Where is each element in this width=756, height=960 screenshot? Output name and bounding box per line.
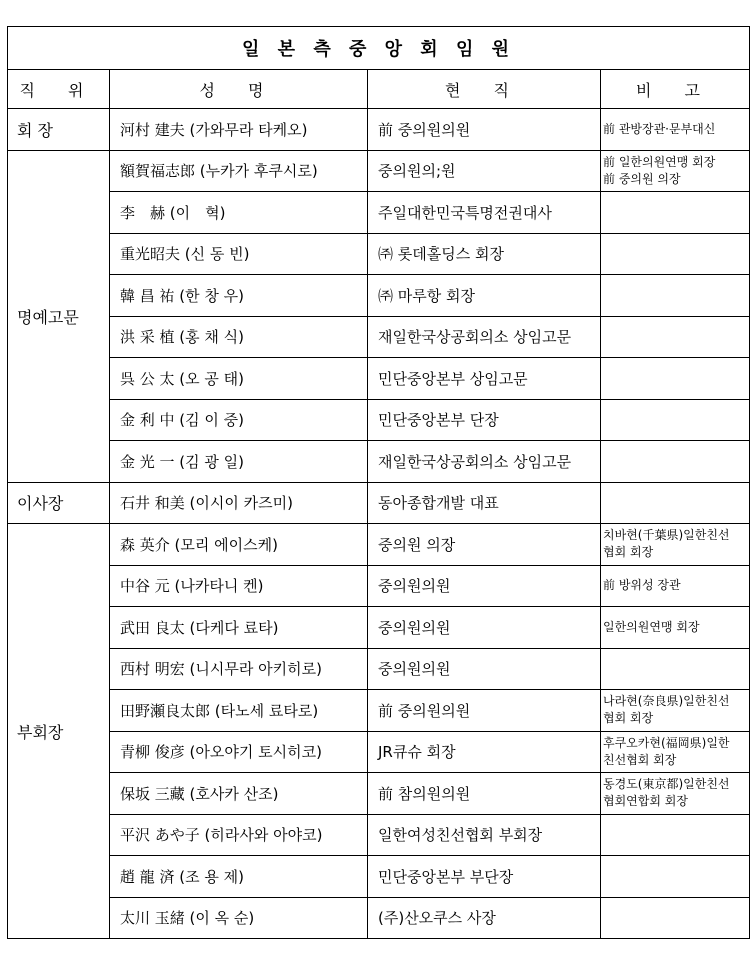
name-cell: 太川 玉緒 (이 옥 순) xyxy=(110,897,368,939)
table-row xyxy=(8,648,750,690)
header-note: 비 고 xyxy=(601,70,750,109)
title-row xyxy=(8,27,750,70)
position-cell: 회 장 xyxy=(8,109,110,151)
current-position-cell: 중의원 의장 xyxy=(368,524,601,566)
note-line: 치바현(千葉県)일한친선 xyxy=(603,528,730,543)
current-position-cell: 前 참의원의원 xyxy=(368,773,601,815)
name-cell: 石井 和美 (이시이 카즈미) xyxy=(110,482,368,524)
current-position-cell: 중의원의원 xyxy=(368,607,601,649)
note-cell xyxy=(601,607,750,649)
table-row xyxy=(8,399,750,441)
current-position-cell: 중의원의;원 xyxy=(368,150,601,192)
name-cell: 保坂 三藏 (호사카 산조) xyxy=(110,773,368,815)
table-row xyxy=(8,565,750,607)
table-row xyxy=(8,233,750,275)
table-row xyxy=(8,316,750,358)
table-row xyxy=(8,773,750,815)
table-row xyxy=(8,731,750,773)
current-position-cell: 민단중앙본부 단장 xyxy=(368,399,601,441)
name-cell: 洪 采 植 (홍 채 식) xyxy=(110,316,368,358)
name-cell: 金 光 一 (김 광 일) xyxy=(110,441,368,483)
header-name: 성 명 xyxy=(110,70,368,109)
officers-table-body xyxy=(8,27,750,939)
current-position-cell: 재일한국상공회의소 상임고문 xyxy=(368,441,601,483)
note-line: 후쿠오카현(福岡県)일한 xyxy=(603,735,730,750)
note-cell xyxy=(601,856,750,898)
name-cell: 重光昭夫 (신 동 빈) xyxy=(110,233,368,275)
position-cell: 이사장 xyxy=(8,482,110,524)
note-cell xyxy=(601,565,750,607)
note-cell xyxy=(601,192,750,234)
note-cell xyxy=(601,150,750,192)
note-line: 협회연합회 회장 xyxy=(603,794,688,809)
table-row xyxy=(8,814,750,856)
name-cell: 韓 昌 祐 (한 창 우) xyxy=(110,275,368,317)
header-current: 현 직 xyxy=(368,70,601,109)
name-cell: 森 英介 (모리 에이스케) xyxy=(110,524,368,566)
name-cell: 西村 明宏 (니시무라 아키히로) xyxy=(110,648,368,690)
note-line: 친선협회 회장 xyxy=(603,752,677,767)
current-position-cell: 중의원의원 xyxy=(368,565,601,607)
table-row xyxy=(8,897,750,939)
name-cell: 田野瀬良太郎 (타노세 료타로) xyxy=(110,690,368,732)
name-cell: 中谷 元 (나카타니 켄) xyxy=(110,565,368,607)
current-position-cell: JR큐슈 회장 xyxy=(368,731,601,773)
note-line: 前 관방장관·문부대신 xyxy=(603,121,716,136)
note-cell xyxy=(601,399,750,441)
note-cell xyxy=(601,814,750,856)
current-position-cell: 중의원의원 xyxy=(368,648,601,690)
table-row xyxy=(8,441,750,483)
name-cell: 趙 龍 済 (조 용 제) xyxy=(110,856,368,898)
note-line: 협회 회장 xyxy=(603,711,654,726)
note-cell xyxy=(601,731,750,773)
table-row xyxy=(8,482,750,524)
current-position-cell: 주일대한민국특명전권대사 xyxy=(368,192,601,234)
table-row xyxy=(8,192,750,234)
table-row xyxy=(8,150,750,192)
name-cell: 額賀福志郎 (누카가 후쿠시로) xyxy=(110,150,368,192)
table-title: 일 본 측 중 앙 회 임 원 xyxy=(8,27,750,70)
table-row xyxy=(8,358,750,400)
table-row xyxy=(8,524,750,566)
name-cell: 武田 良太 (다케다 료타) xyxy=(110,607,368,649)
note-cell xyxy=(601,233,750,275)
current-position-cell: 前 중의원의원 xyxy=(368,690,601,732)
table-row xyxy=(8,275,750,317)
note-cell xyxy=(601,524,750,566)
note-cell xyxy=(601,441,750,483)
officers-table xyxy=(7,26,750,939)
note-line: 협회 회장 xyxy=(603,545,654,560)
current-position-cell: 前 중의원의원 xyxy=(368,109,601,151)
table-row xyxy=(8,856,750,898)
position-cell: 명예고문 xyxy=(8,150,110,482)
note-cell xyxy=(601,897,750,939)
note-cell xyxy=(601,109,750,151)
note-line: 前 중의원 의장 xyxy=(603,171,681,186)
note-cell xyxy=(601,690,750,732)
note-cell xyxy=(601,648,750,690)
note-line: 동경도(東京都)일한친선 xyxy=(603,777,730,792)
note-line: 일한의원연맹 회장 xyxy=(603,619,700,634)
current-position-cell: 동아종합개발 대표 xyxy=(368,482,601,524)
note-line: 前 방위성 장관 xyxy=(603,578,681,593)
current-position-cell: (주)산오쿠스 사장 xyxy=(368,897,601,939)
current-position-cell: ㈜ 롯데홀딩스 회장 xyxy=(368,233,601,275)
note-line: 前 일한의원연맹 회장 xyxy=(603,154,716,169)
current-position-cell: ㈜ 마루항 회장 xyxy=(368,275,601,317)
name-cell: 呉 公 太 (오 공 태) xyxy=(110,358,368,400)
name-cell: 河村 建夫 (가와무라 타케오) xyxy=(110,109,368,151)
name-cell: 金 利 中 (김 이 중) xyxy=(110,399,368,441)
note-cell xyxy=(601,358,750,400)
table-row xyxy=(8,607,750,649)
header-row xyxy=(8,70,750,109)
name-cell: 李 赫 (이 혁) xyxy=(110,192,368,234)
current-position-cell: 재일한국상공회의소 상임고문 xyxy=(368,316,601,358)
note-cell xyxy=(601,773,750,815)
name-cell: 平沢 あや子 (히라사와 아야코) xyxy=(110,814,368,856)
note-line: 나라현(奈良県)일한친선 xyxy=(603,694,730,709)
table-row xyxy=(8,109,750,151)
note-cell xyxy=(601,482,750,524)
header-position: 직 위 xyxy=(8,70,110,109)
name-cell: 青柳 俊彦 (아오야기 토시히코) xyxy=(110,731,368,773)
current-position-cell: 일한여성친선협회 부회장 xyxy=(368,814,601,856)
note-cell xyxy=(601,275,750,317)
current-position-cell: 민단중앙본부 부단장 xyxy=(368,856,601,898)
position-cell: 부회장 xyxy=(8,524,110,939)
current-position-cell: 민단중앙본부 상임고문 xyxy=(368,358,601,400)
table-row xyxy=(8,690,750,732)
note-cell xyxy=(601,316,750,358)
